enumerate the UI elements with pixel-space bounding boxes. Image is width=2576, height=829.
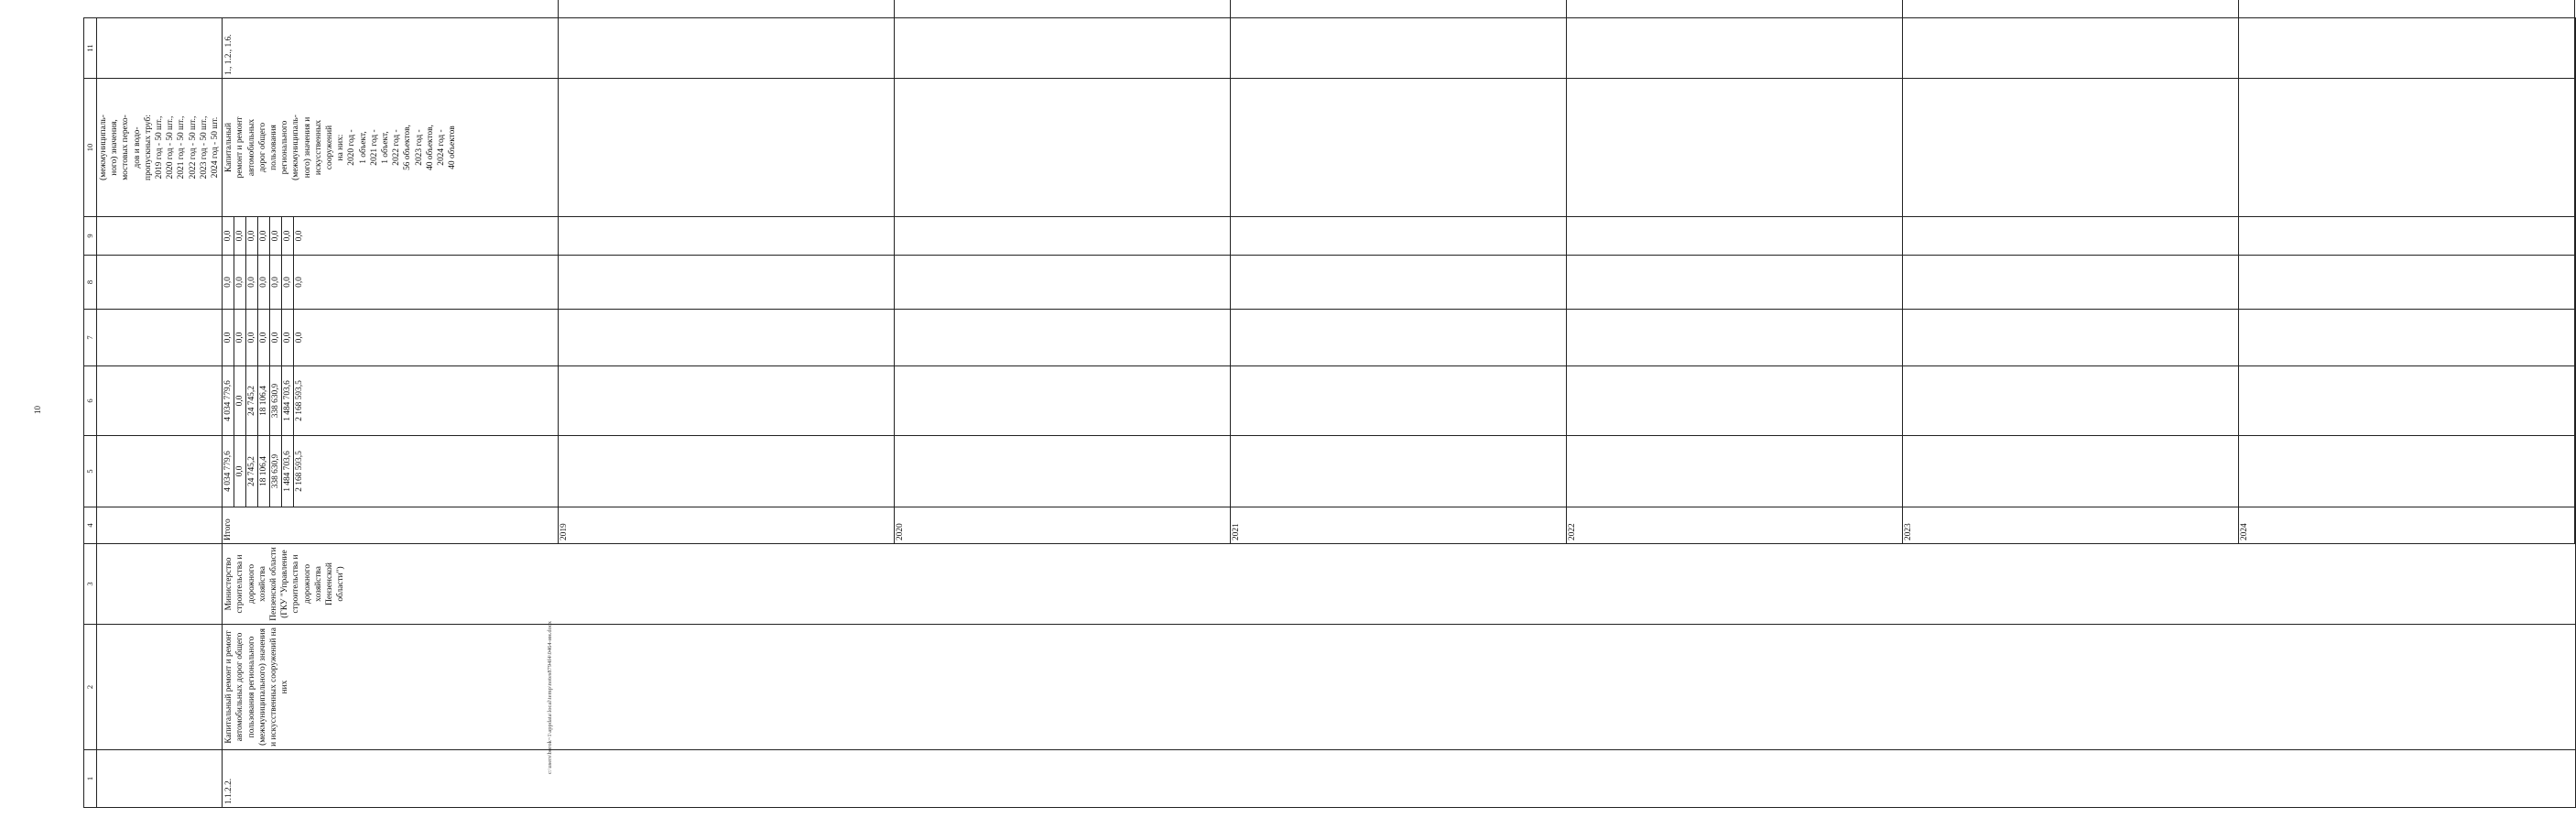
- row-number: 1.1.2.2.: [223, 750, 2576, 808]
- value-cell: 0,0: [270, 256, 282, 309]
- value-cell: 0,0: [295, 332, 305, 344]
- table-row: [223, 18, 2576, 808]
- value-cell: 0,0: [246, 310, 258, 365]
- value-cell: 1 484 703,6: [282, 366, 294, 435]
- value-cell: 4 034 779,6: [223, 436, 234, 507]
- year-label: 2023: [1903, 0, 2239, 543]
- continuation-row: [97, 18, 223, 808]
- value-cell: 0,0: [258, 256, 270, 309]
- value-cell: 0,0: [223, 256, 234, 309]
- value-cell: 338 630,9: [270, 436, 282, 507]
- col6-values: [223, 366, 2576, 436]
- year-label: 2024: [2239, 0, 2575, 543]
- value-cell: 0,0: [234, 217, 246, 255]
- value-cell: 0,0: [270, 310, 282, 365]
- col-number: 5: [84, 436, 97, 507]
- col7-values: [223, 310, 2576, 366]
- value-cell: 0,0: [258, 217, 270, 255]
- value-cell: 0,0: [282, 310, 294, 365]
- year-label: 2021: [1231, 0, 1567, 543]
- value-cell: 338 630,9: [270, 366, 282, 435]
- column-number-row: [84, 18, 97, 808]
- rotated-table-container: [83, 18, 2250, 808]
- value-cell: 0,0: [234, 366, 246, 435]
- value-cell: 0,0: [246, 217, 258, 255]
- indicator-text: Капитальный ремонт и ремонт автомобильных дорог общего пользования регионального (межмуниципаль- ного) значения и искусственных сооружений на них: 2020 год - 1 объект, 2021 год - 1 объект, 2022 год - 56 объектов, 2023 год - 40 объектов, 2024 год - 40 объектов: [223, 79, 2576, 217]
- link-to-indicators: 1., 1.2., 1.6.: [223, 18, 2576, 79]
- value-cell: 24 745,2: [246, 366, 258, 435]
- value-cell: 0,0: [223, 310, 234, 365]
- col8-values: [223, 256, 2576, 310]
- footer-file-path: c:\users\borok~1\appdata\local\temp\notes8794f4\0464-ин.docx: [547, 621, 553, 774]
- col-number: 1: [84, 750, 97, 808]
- col5-values: [223, 436, 2576, 507]
- year-label: 2022: [1567, 0, 1903, 543]
- value-cell: 0,0: [270, 217, 282, 255]
- year-label: Итого: [223, 0, 559, 543]
- col-number: 11: [84, 18, 97, 79]
- value-cell: 0,0: [234, 436, 246, 507]
- value-cell: 2 168 593,5: [295, 451, 305, 492]
- value-cell: 0,0: [295, 277, 305, 288]
- col-number: 10: [84, 79, 97, 217]
- value-cell: 4 034 779,6: [223, 366, 234, 435]
- event-name: Капитальный ремонт и ремонт автомобильных дорог общего пользования регионального (межмуниципального) значения и искусственных сооружений на них: [223, 625, 2576, 750]
- year-label: 2019: [559, 0, 895, 543]
- col-number: 4: [84, 507, 97, 544]
- value-cell: 1 484 703,6: [282, 436, 294, 507]
- col-number: 3: [84, 544, 97, 625]
- year-label: 2020: [895, 0, 1231, 543]
- value-cell: 18 106,4: [258, 436, 270, 507]
- col-number: 7: [84, 310, 97, 366]
- value-cell: 2 168 593,5: [295, 380, 305, 421]
- value-cell: 0,0: [282, 217, 294, 255]
- value-cell: 24 745,2: [246, 436, 258, 507]
- program-table: [83, 17, 2576, 808]
- continuation-indicator: (межмуниципаль- ного) значения, мостовых перехо- дов и водо- пропускных труб: 2019 год - 50 шт., 2020 год - 50 шт., 2021 год - 50 шт., 2022 год - 50 шт., 2023 год - 50 шт., 2024 год - 50 шт.: [97, 79, 223, 217]
- col-number: 6: [84, 366, 97, 436]
- years-column: [223, 507, 2576, 544]
- value-cell: 0,0: [258, 310, 270, 365]
- value-cell: 0,0: [246, 256, 258, 309]
- value-cell: 0,0: [234, 256, 246, 309]
- executor: Министерство строительства и дорожного хозяйства Пензенской области (ГКУ "Управление строительства и дорожного хозяйства Пензенской области"): [223, 544, 2576, 625]
- col-number: 2: [84, 625, 97, 750]
- col-number: 9: [84, 217, 97, 256]
- value-cell: 0,0: [223, 217, 234, 255]
- value-cell: 18 106,4: [258, 366, 270, 435]
- value-cell: 0,0: [282, 256, 294, 309]
- value-cell: 0,0: [234, 310, 246, 365]
- col9-values: [223, 217, 2576, 256]
- value-cell: 0,0: [295, 230, 305, 242]
- col-number: 8: [84, 256, 97, 310]
- page-number: 10: [33, 406, 42, 414]
